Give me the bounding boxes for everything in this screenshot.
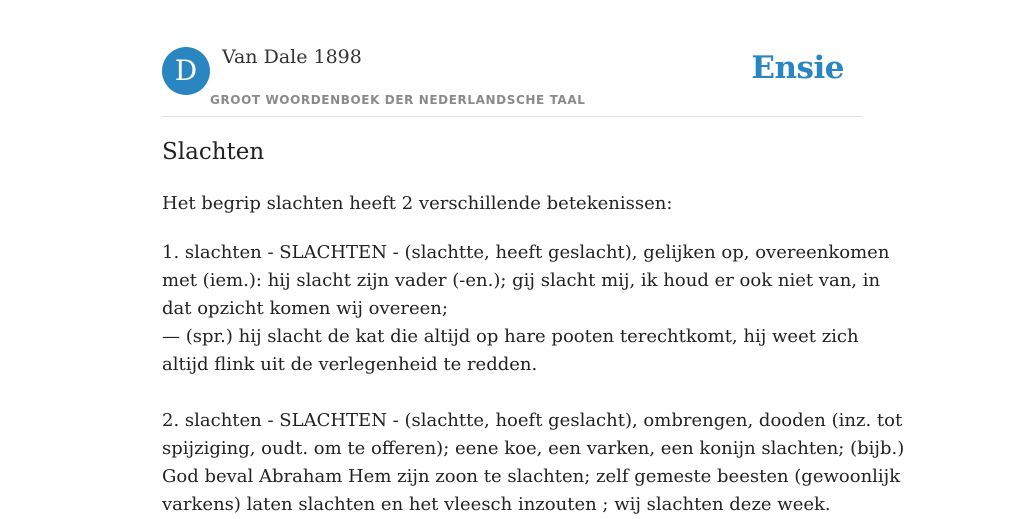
definition-line: altijd flink uit de verlegenheid te redden. — [162, 354, 538, 375]
source-subtitle: GROOT WOORDENBOEK DER NEDERLANDSCHE TAAL — [210, 93, 586, 107]
ensie-brand-link[interactable]: Ensie — [751, 50, 844, 86]
definition-line: varkens) laten slachten en het vleesch inzouten ; wij slachten deze week. — [162, 494, 831, 515]
definition-line: spijziging, oudt. om te offeren); eene koe, een varken, een konijn slachten; (bijb.) — [162, 438, 905, 459]
definitions — [162, 239, 905, 519]
definition-2 — [162, 407, 905, 519]
definition-line: 1. slachten - SLACHTEN - (slachtte, heeft geslacht), gelijken op, overeenkomen — [162, 242, 890, 263]
definition-line: God beval Abraham Hem zijn zoon te slachten; zelf gemeste beesten (gewoonlijk — [162, 466, 901, 487]
definition-line: met (iem.): hij slacht zijn vader (-en.); gij slacht mij, ik houd er ook niet van, in — [162, 270, 881, 291]
entry-title: Slachten — [162, 139, 265, 165]
source-title[interactable]: Van Dale 1898 — [222, 46, 362, 68]
definition-spacer — [162, 379, 862, 407]
definition-line: 2. slachten - SLACHTEN - (slachtte, hoeft geslacht), ombrengen, dooden (inz. tot — [162, 410, 903, 431]
source-header — [162, 0, 862, 117]
page-content — [162, 0, 905, 515]
source-logo[interactable]: D — [162, 47, 210, 95]
definition-line: dat opzicht komen wij overeen; — [162, 298, 448, 319]
definition-line: — (spr.) hij slacht de kat die altijd op hare pooten terechtkomt, hij weet zich — [162, 326, 859, 347]
definition-1 — [162, 239, 890, 379]
entry-intro: Het begrip slachten heeft 2 verschillende betekenissen: — [162, 193, 673, 214]
